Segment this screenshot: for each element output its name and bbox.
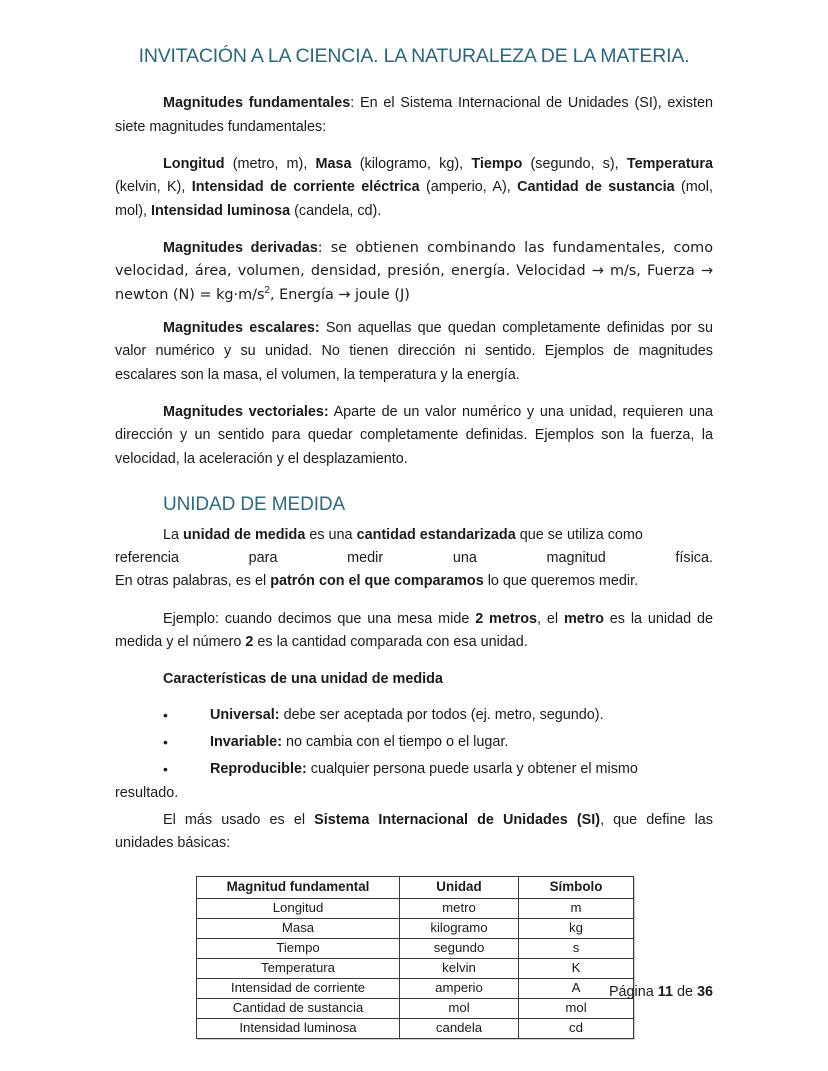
table-cell-simbolo: kg bbox=[519, 918, 634, 938]
unidad-def-word-para: para bbox=[248, 549, 278, 566]
document-content bbox=[115, 44, 713, 1039]
page-footer bbox=[115, 982, 713, 1002]
ejemplo-text-c: , el bbox=[537, 610, 564, 627]
section-heading-unidad-de-medida: UNIDAD DE MEDIDA bbox=[163, 493, 346, 515]
term-sistema-internacional: Sistema Internacional de Unidades (SI) bbox=[314, 811, 601, 828]
table-header-simbolo: Símbolo bbox=[519, 876, 634, 898]
mas-usado-text-c: , que define las unidades básicas: bbox=[115, 811, 713, 852]
magnitud-intensidad-corriente: Intensidad de corriente eléctrica bbox=[191, 179, 420, 196]
paragraph-magnitudes-escalares bbox=[115, 317, 713, 387]
exponent-superscript: 2 bbox=[264, 284, 270, 296]
paragraph-lead-magnitudes-escalares: Magnitudes escalares: bbox=[163, 320, 320, 336]
table-cell-magnitud: Intensidad luminosa bbox=[197, 1018, 400, 1038]
table-cell-simbolo: s bbox=[519, 938, 634, 958]
ejemplo-text-e: es la cantidad comparada con esa unidad. bbox=[253, 633, 528, 650]
paragraph-body-magnitudes-fundamentales: : En el Sistema Internacional de Unidades (SI), existen siete magnitudes fundamentales: bbox=[115, 95, 713, 135]
bullet-overflow-reproducible: resultado. bbox=[115, 784, 179, 801]
table-cell-unidad: kelvin bbox=[400, 958, 519, 978]
footer-total-pages: 36 bbox=[696, 984, 713, 1000]
unidad-def-line1-c: es una bbox=[305, 526, 357, 543]
paragraph-body-magnitudes-escalares: Son aquellas que quedan completamente definidas por su valor numérico y su unidad. No tienen dirección ni sentido. Ejemplos de magnitudes escalares son la masa, el volumen, la temperatura y la energía. bbox=[115, 320, 713, 383]
unidad-def-line3 bbox=[115, 570, 713, 593]
term-cantidad-estandarizada: cantidad estandarizada bbox=[356, 526, 516, 543]
ejemplo-numero-2: 2 bbox=[245, 633, 254, 650]
page-title: INVITACIÓN A LA CIENCIA. LA NATURALEZA DE LA MATERIA. bbox=[138, 45, 690, 67]
paragraph-magnitudes-vectoriales bbox=[115, 401, 713, 471]
unidad-def-word-medir: medir bbox=[347, 549, 384, 566]
bullet-lead-reproducible: Reproducible: bbox=[210, 761, 307, 778]
table-cell-unidad: metro bbox=[400, 898, 519, 918]
ejemplo-text-a: Ejemplo: cuando decimos que una mesa mide bbox=[163, 610, 476, 627]
table-cell-unidad: segundo bbox=[400, 938, 519, 958]
magnitud-longitud: Longitud bbox=[163, 156, 225, 173]
bullet-text-invariable: no cambia con el tiempo o el lugar. bbox=[281, 733, 509, 750]
table-cell-magnitud: Temperatura bbox=[197, 958, 400, 978]
bullet-text-reproducible: cualquier persona puede usarla y obtener el mismo bbox=[306, 761, 638, 778]
unidad-def-word-una: una bbox=[452, 549, 477, 566]
paragraph-mas-usado bbox=[115, 809, 713, 856]
paragraph-lead-magnitudes-vectoriales: Magnitudes vectoriales: bbox=[163, 403, 329, 420]
term-unidad-de-medida: unidad de medida bbox=[183, 526, 306, 543]
paragraph-ejemplo bbox=[115, 608, 713, 655]
subheading-caracteristicas: Características de una unidad de medida bbox=[163, 671, 443, 688]
footer-prefix: Página bbox=[608, 984, 658, 1000]
table-row bbox=[197, 918, 634, 938]
magnitud-cantidad-sustancia: Cantidad de sustancia bbox=[517, 179, 675, 196]
magnitud-intensidad-corriente-unidad: (amperio, A), bbox=[419, 179, 518, 196]
table-row bbox=[197, 898, 634, 918]
caracteristicas-list bbox=[115, 704, 713, 805]
paragraph-body-magnitudes-vectoriales: Aparte de un valor numérico y una unidad, requieren una dirección y un sentido para quedar completamente definidas. Ejemplos son la fuerza, la velocidad, la aceleración y el desplazamiento. bbox=[115, 403, 713, 467]
bullet-text-universal: debe ser aceptada por todos (ej. metro, segundo). bbox=[279, 706, 604, 723]
unidad-def-line3-c: lo que queremos medir. bbox=[483, 573, 639, 590]
term-patron-comparamos: patrón con el que comparamos bbox=[270, 573, 484, 590]
table-header-unidad: Unidad bbox=[400, 876, 519, 898]
table-cell-unidad: kilogramo bbox=[400, 918, 519, 938]
table-cell-simbolo: m bbox=[519, 898, 634, 918]
table-row bbox=[197, 938, 634, 958]
table-cell-unidad: amperio bbox=[400, 978, 519, 998]
table-cell-magnitud: Longitud bbox=[197, 898, 400, 918]
paragraph-lead-magnitudes-fundamentales: Magnitudes fundamentales bbox=[163, 95, 351, 112]
ejemplo-text-d: es la unidad de medida y el número bbox=[115, 610, 713, 650]
magnitud-temperatura: Temperatura bbox=[626, 156, 713, 173]
footer-middle: de bbox=[672, 984, 697, 1000]
ejemplo-termino-metro: metro bbox=[563, 610, 604, 627]
table-cell-simbolo: K bbox=[519, 958, 634, 978]
unidad-def-line2 bbox=[115, 547, 713, 570]
magnitud-tiempo-unidad: (segundo, s), bbox=[522, 156, 627, 173]
paragraph-lead-magnitudes-derivadas: Magnitudes derivadas bbox=[163, 240, 318, 257]
footer-current-page: 11 bbox=[657, 984, 673, 1000]
paragraph-magnitudes-fundamentales bbox=[115, 92, 713, 139]
magnitud-masa: Masa bbox=[315, 156, 352, 173]
list-item bbox=[115, 731, 713, 754]
ejemplo-valor-2-metros: 2 metros bbox=[475, 610, 538, 627]
table-cell-simbolo: A bbox=[519, 978, 634, 998]
table-cell-simbolo: cd bbox=[519, 1018, 634, 1038]
paragraph-body-magnitudes-derivadas: : se obtienen combinando las fundamentales, como velocidad, área, volumen, densidad, presión, energía. Velocidad → m/s, Fuerza → newton (N) = kg·m/s bbox=[115, 240, 713, 303]
magnitud-temperatura-unidad: (kelvin, K), bbox=[115, 179, 192, 196]
table-cell-simbolo: mol bbox=[519, 998, 634, 1018]
table-cell-unidad: candela bbox=[400, 1018, 519, 1038]
paragraph-magnitudes-derivadas bbox=[115, 237, 713, 307]
magnitud-intensidad-luminosa: Intensidad luminosa bbox=[150, 202, 291, 219]
bullet-lead-invariable: Invariable: bbox=[210, 733, 282, 750]
magnitud-intensidad-luminosa-unidad: (candela, cd). bbox=[290, 202, 382, 219]
si-units-table bbox=[196, 876, 634, 1039]
magnitud-longitud-unidad: (metro, m), bbox=[224, 156, 316, 173]
paragraph-body-magnitudes-derivadas-cont: , Energía → joule (J) bbox=[269, 286, 410, 303]
si-units-table-wrapper bbox=[115, 876, 713, 1039]
unidad-def-line1-a: La bbox=[163, 526, 184, 543]
paragraph-unidad-de-medida-definicion bbox=[115, 524, 713, 594]
table-header-row bbox=[197, 876, 634, 898]
unidad-def-line3-a: En otras palabras, es el bbox=[115, 573, 271, 590]
unidad-def-word-magnitud: magnitud bbox=[546, 549, 606, 566]
table-row bbox=[197, 958, 634, 978]
list-item bbox=[115, 758, 713, 805]
bullet-lead-universal: Universal: bbox=[210, 706, 280, 723]
unidad-def-word-referencia: referencia bbox=[115, 549, 179, 566]
magnitud-cantidad-sustancia-unidad: (mol, mol), bbox=[115, 179, 713, 219]
table-header-magnitud: Magnitud fundamental bbox=[197, 876, 400, 898]
table-cell-unidad: mol bbox=[400, 998, 519, 1018]
table-cell-magnitud: Cantidad de sustancia bbox=[197, 998, 400, 1018]
magnitud-masa-unidad: (kilogramo, kg), bbox=[351, 156, 472, 173]
magnitud-tiempo: Tiempo bbox=[471, 156, 523, 173]
list-item bbox=[115, 704, 713, 727]
paragraph-lista-magnitudes bbox=[115, 153, 713, 223]
unidad-def-line1-e: que se utiliza como bbox=[515, 526, 643, 543]
table-cell-magnitud: Tiempo bbox=[197, 938, 400, 958]
table-row bbox=[197, 1018, 634, 1038]
mas-usado-text-a: El más usado es el bbox=[163, 811, 315, 828]
unidad-def-word-fisica: física. bbox=[675, 549, 713, 566]
table-cell-magnitud: Masa bbox=[197, 918, 400, 938]
table-cell-magnitud: Intensidad de corriente bbox=[197, 978, 400, 998]
